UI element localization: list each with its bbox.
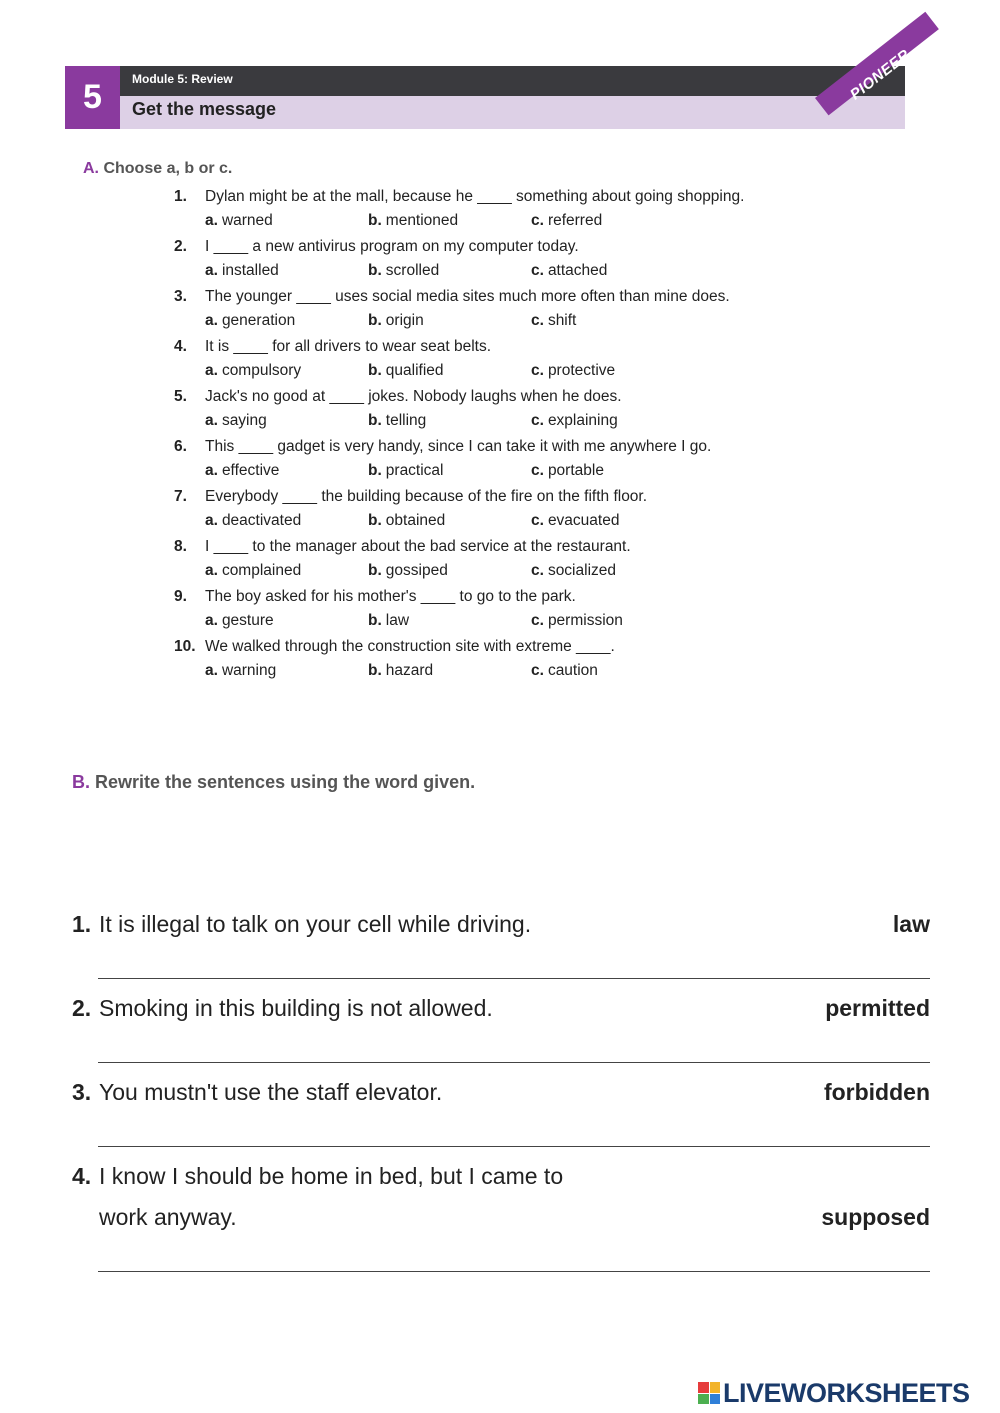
question-text: The younger ____ uses social media sites much more often than mine does.	[205, 288, 730, 305]
question-text: The boy asked for his mother's ____ to go to the park.	[205, 588, 576, 605]
option-label: b.	[368, 512, 382, 529]
option-text: attached	[547, 262, 608, 279]
section-a-instruction: Choose a, b or c.	[103, 160, 233, 177]
option-text: referred	[547, 212, 603, 229]
option-c[interactable]	[531, 612, 623, 630]
option-text: obtained	[385, 512, 446, 529]
question-item	[174, 438, 874, 488]
option-label: c.	[531, 212, 544, 229]
option-c[interactable]	[531, 462, 604, 480]
option-label: a.	[205, 412, 218, 429]
section-b-instruction: Rewrite the sentences using the word given.	[95, 772, 476, 792]
question-item	[174, 388, 874, 438]
question-item	[174, 638, 874, 688]
question-number: 10.	[174, 638, 196, 655]
question-number: 2.	[174, 238, 187, 255]
option-c[interactable]	[531, 312, 576, 330]
answer-line-4[interactable]	[98, 1271, 930, 1272]
option-label: a.	[205, 212, 218, 229]
answer-line-1[interactable]	[98, 978, 930, 979]
option-text: socialized	[547, 562, 616, 579]
option-a[interactable]	[205, 462, 279, 480]
question-number: 8.	[174, 538, 187, 555]
question-number: 1.	[174, 188, 187, 205]
section-a-heading	[83, 160, 232, 178]
question-item	[174, 588, 874, 638]
question-text: Dylan might be at the mall, because he ____ something about going shopping.	[205, 188, 745, 205]
question-text: Jack's no good at ____ jokes. Nobody laughs when he does.	[205, 388, 622, 405]
rewrite-item-2	[72, 995, 930, 1035]
option-a[interactable]	[205, 362, 301, 380]
option-b[interactable]	[368, 662, 433, 680]
pioneer-logo	[825, 46, 914, 129]
option-text: gossiped	[385, 562, 448, 579]
option-text: portable	[547, 462, 604, 479]
option-text: hazard	[385, 662, 434, 679]
option-a[interactable]	[205, 562, 301, 580]
option-b[interactable]	[368, 212, 458, 230]
rewrite-sentence: You mustn't use the staff elevator.	[99, 1079, 443, 1105]
option-label: b.	[368, 662, 382, 679]
option-label: a.	[205, 562, 218, 579]
unit-number-badge: 5	[65, 66, 120, 129]
rewrite-keyword: forbidden	[823, 1079, 930, 1105]
option-label: b.	[368, 462, 382, 479]
question-item	[174, 288, 874, 338]
option-text: shift	[547, 312, 577, 329]
option-a[interactable]	[205, 412, 267, 430]
answer-line-3[interactable]	[98, 1146, 930, 1147]
rewrite-sentence: I know I should be home in bed, but I came to	[99, 1163, 564, 1189]
option-b[interactable]	[368, 312, 424, 330]
option-label: b.	[368, 562, 382, 579]
option-label: c.	[531, 462, 544, 479]
option-label: c.	[531, 312, 544, 329]
rewrite-sentence: It is illegal to talk on your cell while driving.	[99, 911, 532, 937]
section-b-letter: B.	[72, 772, 90, 792]
question-item	[174, 238, 874, 288]
option-text: saying	[221, 412, 267, 429]
option-text: installed	[221, 262, 279, 279]
rewrite-number: 2.	[72, 995, 92, 1021]
option-c[interactable]	[531, 262, 607, 280]
question-text: It is ____ for all drivers to wear seat belts.	[205, 338, 492, 355]
option-text: law	[385, 612, 410, 629]
option-a[interactable]	[205, 262, 279, 280]
question-item	[174, 188, 874, 238]
liveworksheets-logo[interactable]	[698, 1378, 970, 1408]
option-label: c.	[531, 612, 544, 629]
option-b[interactable]	[368, 362, 444, 380]
question-number: 6.	[174, 438, 187, 455]
option-b[interactable]	[368, 412, 426, 430]
option-label: c.	[531, 362, 544, 379]
option-c[interactable]	[531, 512, 619, 530]
option-label: c.	[531, 662, 544, 679]
option-text: effective	[221, 462, 280, 479]
option-text: deactivated	[221, 512, 302, 529]
question-number: 4.	[174, 338, 187, 355]
rewrite-item-4	[72, 1163, 930, 1243]
rewrite-item-1	[72, 911, 930, 951]
option-text: evacuated	[547, 512, 620, 529]
option-text: warning	[221, 662, 277, 679]
pioneer-brand-text: PIONEER	[847, 46, 914, 104]
option-label: a.	[205, 662, 218, 679]
option-text: gesture	[221, 612, 274, 629]
question-text: I ____ a new antivirus program on my computer today.	[205, 238, 579, 255]
option-label: c.	[531, 262, 544, 279]
answer-line-2[interactable]	[98, 1062, 930, 1063]
option-label: a.	[205, 262, 218, 279]
option-label: b.	[368, 612, 382, 629]
option-c[interactable]	[531, 662, 598, 680]
option-label: b.	[368, 212, 382, 229]
module-header	[65, 46, 914, 129]
option-c[interactable]	[531, 412, 618, 430]
section-a-letter: A.	[83, 160, 99, 177]
option-text: warned	[221, 212, 273, 229]
option-label: c.	[531, 412, 544, 429]
option-b[interactable]	[368, 262, 439, 280]
option-a[interactable]	[205, 512, 301, 530]
option-b[interactable]	[368, 562, 448, 580]
question-number: 5.	[174, 388, 187, 405]
option-label: c.	[531, 512, 544, 529]
option-label: b.	[368, 362, 382, 379]
option-label: a.	[205, 512, 218, 529]
option-text: scrolled	[385, 262, 440, 279]
option-text: qualified	[385, 362, 444, 379]
option-c[interactable]	[531, 562, 616, 580]
section-b-heading	[72, 772, 475, 793]
option-label: b.	[368, 262, 382, 279]
option-c[interactable]	[531, 362, 615, 380]
question-number: 9.	[174, 588, 187, 605]
option-text: protective	[547, 362, 616, 379]
option-label: b.	[368, 312, 382, 329]
option-text: permission	[547, 612, 623, 629]
pioneer-stripe	[815, 12, 939, 116]
page-title: Get the message	[132, 99, 277, 119]
module-label: Module 5: Review	[132, 72, 233, 86]
question-text: This ____ gadget is very handy, since I can take it with me anywhere I go.	[205, 438, 712, 455]
option-a[interactable]	[205, 212, 273, 230]
rewrite-sentence-continued: work anyway.	[99, 1204, 237, 1230]
option-label: a.	[205, 362, 218, 379]
option-b[interactable]	[368, 462, 444, 480]
option-text: practical	[385, 462, 444, 479]
option-label: a.	[205, 612, 218, 629]
rewrite-sentence: Smoking in this building is not allowed.	[99, 995, 493, 1021]
option-text: mentioned	[385, 212, 459, 229]
option-label: c.	[531, 562, 544, 579]
question-text: We walked through the construction site with extreme ____.	[205, 638, 615, 655]
question-text: I ____ to the manager about the bad service at the restaurant.	[205, 538, 631, 555]
rewrite-keyword: permitted	[825, 995, 930, 1021]
rewrite-number: 4.	[72, 1163, 92, 1189]
option-b[interactable]	[368, 512, 445, 530]
question-item	[174, 538, 874, 588]
option-text: complained	[221, 562, 302, 579]
rewrite-keyword: supposed	[821, 1204, 930, 1230]
option-text: compulsory	[221, 362, 302, 379]
option-c[interactable]	[531, 212, 602, 230]
option-label: b.	[368, 412, 382, 429]
option-label: a.	[205, 312, 218, 329]
option-text: telling	[385, 412, 427, 429]
liveworksheets-text: LIVEWORKSHEETS	[723, 1377, 970, 1408]
question-number: 3.	[174, 288, 187, 305]
option-text: caution	[547, 662, 598, 679]
question-text: Everybody ____ the building because of the fire on the fifth floor.	[205, 488, 648, 505]
question-item	[174, 488, 874, 538]
rewrite-number: 3.	[72, 1079, 92, 1105]
option-label: a.	[205, 462, 218, 479]
question-number: 7.	[174, 488, 187, 505]
option-text: origin	[385, 312, 424, 329]
option-text: generation	[221, 312, 296, 329]
option-a[interactable]	[205, 612, 274, 630]
rewrite-number: 1.	[72, 911, 92, 937]
question-item	[174, 338, 874, 388]
rewrite-item-3	[72, 1079, 930, 1119]
option-a[interactable]	[205, 312, 295, 330]
rewrite-keyword: law	[892, 911, 930, 937]
option-text: explaining	[547, 412, 618, 429]
option-a[interactable]	[205, 662, 276, 680]
option-b[interactable]	[368, 612, 409, 630]
liveworksheets-icon	[698, 1382, 720, 1404]
